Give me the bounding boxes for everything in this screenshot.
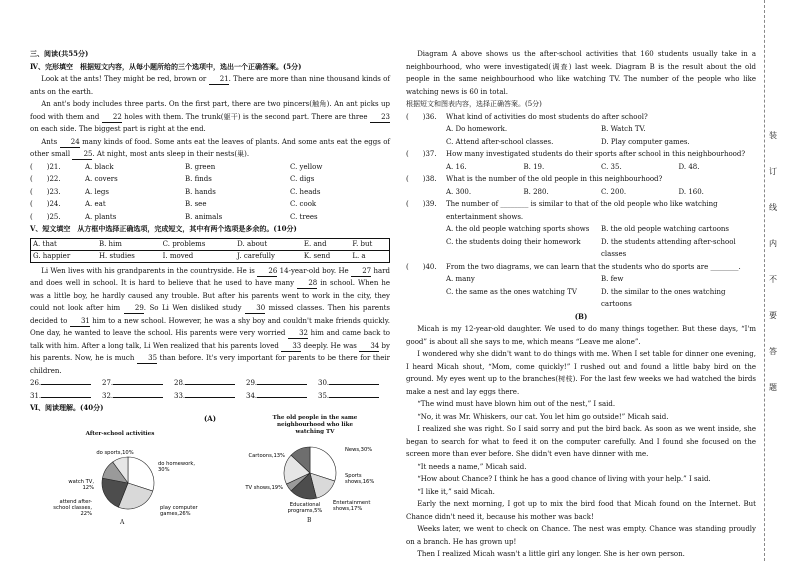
option-c: C. digs <box>290 175 315 183</box>
pie-label: TV shows,19% <box>245 485 283 491</box>
option-b: B. see <box>185 200 207 208</box>
q-num: ( )24. <box>30 200 61 208</box>
left-column <box>30 48 390 525</box>
intro-paragraph: Diagram A above shows us the after-school activities that 160 students usually take in a neighbourhood, who were investigated(调查) last week. Diagram B is the result about the old people in the same neighbourhood who like watching TV. The number of the people who like watching news is 60 in total. <box>406 50 756 96</box>
question-number: ( )37. <box>406 150 437 158</box>
option-a: A. eat <box>85 200 106 208</box>
word-box-item: B. him <box>97 238 161 250</box>
blank-number: 29. <box>246 379 258 387</box>
option-line <box>406 273 756 286</box>
story-paragraph: “How about Chance? I think he has a good chance of living with your help.” I said. <box>417 475 711 483</box>
blank-line <box>41 397 91 398</box>
answer-blanks-row1 <box>30 377 390 390</box>
option-row <box>30 211 390 224</box>
blank-line <box>185 397 235 398</box>
option-row <box>30 173 390 186</box>
question <box>406 111 756 149</box>
pie-label: attend after-school classes, 22% <box>53 499 92 517</box>
chart-b <box>235 415 385 525</box>
option-b: B. hands <box>185 187 216 196</box>
option-line <box>406 236 756 261</box>
word-box-item: C. problems <box>161 238 235 250</box>
option: B. few <box>601 275 624 283</box>
blank-number: 28. <box>174 379 186 387</box>
story-b <box>406 323 756 561</box>
question-text: What is the number of the old people in this neighbourhood? <box>446 175 663 183</box>
chart-a-title: After-school activities <box>85 431 155 437</box>
word-box-item: G. happier <box>31 250 97 262</box>
answer-blank <box>174 377 242 390</box>
option-line <box>406 223 756 236</box>
option-line <box>406 286 756 311</box>
option: B. 280. <box>523 187 549 196</box>
word-box-item: F. but <box>350 238 389 250</box>
answer-blank <box>246 390 314 403</box>
option: C. the students doing their homework <box>446 237 581 246</box>
q-num: ( )25. <box>30 212 61 221</box>
cloze1-para2: An ant's body includes three parts. On the first part, there are two pincers(触角). An ant picks up food with them and 22 holes with them. The trunk(躯干) is the second part. There are three 23 on each side. The biggest part is right at the end. <box>30 100 390 133</box>
question-number: ( )36. <box>406 112 437 121</box>
question <box>406 261 756 311</box>
chart-b-title: The old people in the same neighbourhood who like watching TV <box>272 415 358 435</box>
option: A. Do homework. <box>446 125 508 133</box>
word-box-item: D. about <box>235 238 302 250</box>
pie-label: Cartoons,13% <box>248 453 285 459</box>
blank-line <box>257 384 307 385</box>
margin-char: 装 <box>769 131 777 140</box>
blank-number: 27. <box>102 379 114 387</box>
option: B. 19. <box>523 162 545 171</box>
option: A. 16. <box>446 162 467 171</box>
question-stem <box>406 261 756 274</box>
story-paragraph: Weeks later, we went to check on Chance. The nest was empty. Chance was standing proudly on a branch. He has grown up! <box>406 525 756 546</box>
story-paragraph: Then I realized Micah wasn't a little girl any longer. She is her own person. <box>417 550 685 558</box>
margin-char: 要 <box>769 311 777 320</box>
question-text: From the two diagrams, we can learn that the students who do sports are ________. <box>446 262 741 271</box>
blank-number: 26. <box>30 379 42 387</box>
section-5-heading: Ⅴ、短文填空 从方框中选择正确选项，完成短文，其中有两个选项是多余的。(10分) <box>30 224 297 233</box>
word-box <box>30 238 390 263</box>
answer-blanks-row2 <box>30 390 390 403</box>
pie-label: Entertainment shows,17% <box>333 500 371 512</box>
blank-line <box>257 397 307 398</box>
blank-number: 33. <box>174 391 186 400</box>
option: B. Watch TV. <box>601 125 646 133</box>
pie-label: play computer games,26% <box>160 505 198 517</box>
margin-char: 题 <box>769 383 777 392</box>
option-line <box>406 161 756 174</box>
right-column <box>406 48 756 561</box>
option-a: A. legs <box>85 187 109 196</box>
pie-label: Educational programs,5% <box>287 502 323 514</box>
option-line <box>406 186 756 199</box>
word-box-item: I. moved <box>161 250 235 262</box>
story-paragraph: “It needs a name,” Micah said. <box>417 462 527 471</box>
blank-number: 32. <box>102 391 114 400</box>
story-paragraph: “I like it,” said Micah. <box>417 487 495 496</box>
chart-b-caption: B <box>307 517 312 524</box>
option-b: B. finds <box>185 175 212 183</box>
question-stem <box>406 198 756 223</box>
blank-number: 31. <box>30 391 42 400</box>
question-text: What kind of activities do most students do after school? <box>446 112 648 121</box>
option: A. 300. <box>446 187 472 196</box>
chart-a-pie <box>53 425 200 525</box>
answer-blank <box>102 377 170 390</box>
answer-blank <box>318 390 386 403</box>
option-a: A. plants <box>85 212 117 221</box>
word-box-item: A. that <box>31 238 97 250</box>
blank-line <box>329 384 379 385</box>
story-paragraph: I wondered why she didn't want to do things with me. When I set table for dinner one evening, I heard Micah shout, “Mom, come quickly!” I rushed out and found a little baby bird on the ground. My eyes went up to the branches(树枝). For the last few weeks we had watched the birds make a nest and lay eggs there. <box>406 350 756 396</box>
option: D. 160. <box>678 187 704 196</box>
option-a: A. covers <box>85 175 118 183</box>
answer-blank <box>318 377 386 390</box>
instruction: 根据短文和图表内容，选择正确答案。(5分) <box>406 100 542 108</box>
section-a-label: (A) <box>203 413 217 423</box>
question-text: How many investigated students do their sports after school in this neighbourhood? <box>446 150 746 158</box>
question <box>406 198 756 261</box>
pie-label: News,30% <box>345 447 373 453</box>
option-c: C. heads <box>290 187 321 196</box>
cloze1-options <box>30 161 390 224</box>
option-a: A. black <box>85 162 114 171</box>
cloze2-text: Li Wen lives with his grandparents in the countryside. He is 26 14-year-old boy. He 27 hard and does well in school. It is hard to believe that he used to have many 28 in school. When he was a little boy, he hardly caused any trouble. But after his parents went to work in the city, they could not look after him 29. So Li Wen disliked study 30 missed classes. Then his parents decided to 31 him to a new school. However, he was a shy boy and couldn't make friends quickly. One day, he wanted to leave the school. His parents were very worried 32 him and came back to talk with him. After a long talk, Li Wen realized that his parents loved 33 deeply. He was 34 by his parents. Now, he is much 35 than before. It's very important for parents to be there for their children. <box>30 266 390 375</box>
cloze1-para3: Ants 24 many kinds of food. Some ants eat the leaves of plants. And some ants eat the eggs of other small 25. At night, most ants sleep in their nests(巢). <box>30 137 391 158</box>
section-b-label: (B) <box>574 311 588 321</box>
option: B. the old people watching cartoons <box>601 225 730 233</box>
word-box-item: K. send <box>302 250 350 262</box>
answer-blank <box>246 377 314 390</box>
question-list <box>406 111 756 311</box>
margin-char: 内 <box>769 239 777 248</box>
story-paragraph: “The wind must have blown him out of the nest,” I said. <box>417 400 616 408</box>
option-b: B. green <box>185 162 216 171</box>
pie-label: Sports shows,16% <box>345 473 375 485</box>
story-paragraph: I realized she was right. So I said sorry and put the bird back. As soon as we went inside, she began to search for what to feed it on the computer carefully. And I found she focused on the screen more than ever before. She didn't even have dinner with me. <box>406 425 756 458</box>
margin-char: 线 <box>769 203 777 212</box>
option: A. the old people watching sports shows <box>446 225 590 233</box>
question-text: The number of ________ is similar to that of the old people who like watching entertainment shows. <box>446 200 718 221</box>
pie-label: do sports,10% <box>96 450 134 456</box>
option: D. the similar to the ones watching cartoons <box>601 287 726 308</box>
story-paragraph: Early the next morning, I got up to mix the bird food that Micah found on the Internet. But Chance didn't need it, because his mother was back! <box>406 500 756 521</box>
option: D. Play computer games. <box>601 137 690 146</box>
blank-number: 30. <box>318 379 330 387</box>
question-stem <box>406 111 756 124</box>
option-row <box>30 161 390 174</box>
option: D. 48. <box>678 162 700 171</box>
question-stem <box>406 148 756 161</box>
option: C. the same as the ones watching TV <box>446 287 577 296</box>
blank-line <box>113 384 163 385</box>
charts-area <box>30 415 390 526</box>
option-c: C. trees <box>290 212 318 221</box>
answer-blank <box>174 390 242 403</box>
option-line <box>406 123 756 136</box>
chart-b-pie <box>235 415 385 525</box>
word-box-item: J. carefully <box>235 250 302 262</box>
story-paragraph: Micah is my 12-year-old daughter. We used to do many things together. But these days, “I'm good” is about all she says to me, which means “Leave me alone”. <box>406 325 756 346</box>
answer-blank <box>30 390 98 403</box>
word-box-item: E. and <box>302 238 350 250</box>
blank-line <box>185 384 235 385</box>
blank-line <box>113 397 163 398</box>
blank-number: 35. <box>318 391 330 400</box>
answer-blank <box>30 377 98 390</box>
pie-label: do homework, 30% <box>158 461 196 473</box>
blank-number: 34. <box>246 391 258 400</box>
option-c: C. cook <box>290 200 317 208</box>
pie-label: watch TV, 12% <box>68 479 94 491</box>
word-box-item: H. studies <box>97 250 161 262</box>
question <box>406 173 756 198</box>
option-c: C. yellow <box>290 162 323 171</box>
q-num: ( )23. <box>30 187 61 196</box>
chart-a <box>53 425 200 526</box>
section-3-heading: 三、阅读(共55分) <box>30 49 89 58</box>
option: C. 35. <box>601 162 622 171</box>
binding-margin <box>764 0 785 561</box>
option: D. the students attending after-school classes <box>601 237 736 258</box>
question-number: ( )40. <box>406 262 437 271</box>
option-row <box>30 186 390 199</box>
margin-char: 订 <box>769 167 777 176</box>
answer-blank <box>102 390 170 403</box>
chart-a-caption: A <box>120 519 125 526</box>
margin-char: 答 <box>769 347 777 356</box>
option: C. 200. <box>601 187 627 196</box>
option-b: B. animals <box>185 212 223 221</box>
q-num: ( )21. <box>30 162 61 171</box>
cloze1-para1: Look at the ants! They might be red, brown or 21. There are more than nine thousand kinds of ants on the earth. <box>30 75 390 96</box>
story-paragraph: “No, it was Mr. Whiskers, our cat. You let him go outside!” Micah said. <box>417 412 669 421</box>
section-6-heading: Ⅵ、阅读理解。(40分) <box>30 403 104 412</box>
question-number: ( )39. <box>406 200 437 208</box>
blank-line <box>329 397 379 398</box>
word-box-item: L. a <box>350 250 389 262</box>
option: A. many <box>446 275 475 283</box>
blank-line <box>41 384 91 385</box>
option-line <box>406 136 756 149</box>
margin-char: 不 <box>769 275 777 284</box>
question <box>406 148 756 173</box>
option-row <box>30 198 390 211</box>
option: C. Attend after-school classes. <box>446 137 554 146</box>
question-number: ( )38. <box>406 175 437 183</box>
q-num: ( )22. <box>30 175 61 183</box>
question-stem <box>406 173 756 186</box>
section-4-heading: Ⅳ、完形填空 根据短文内容，从每小题所给的三个选项中，选出一个正确答案。(5分) <box>30 61 302 71</box>
